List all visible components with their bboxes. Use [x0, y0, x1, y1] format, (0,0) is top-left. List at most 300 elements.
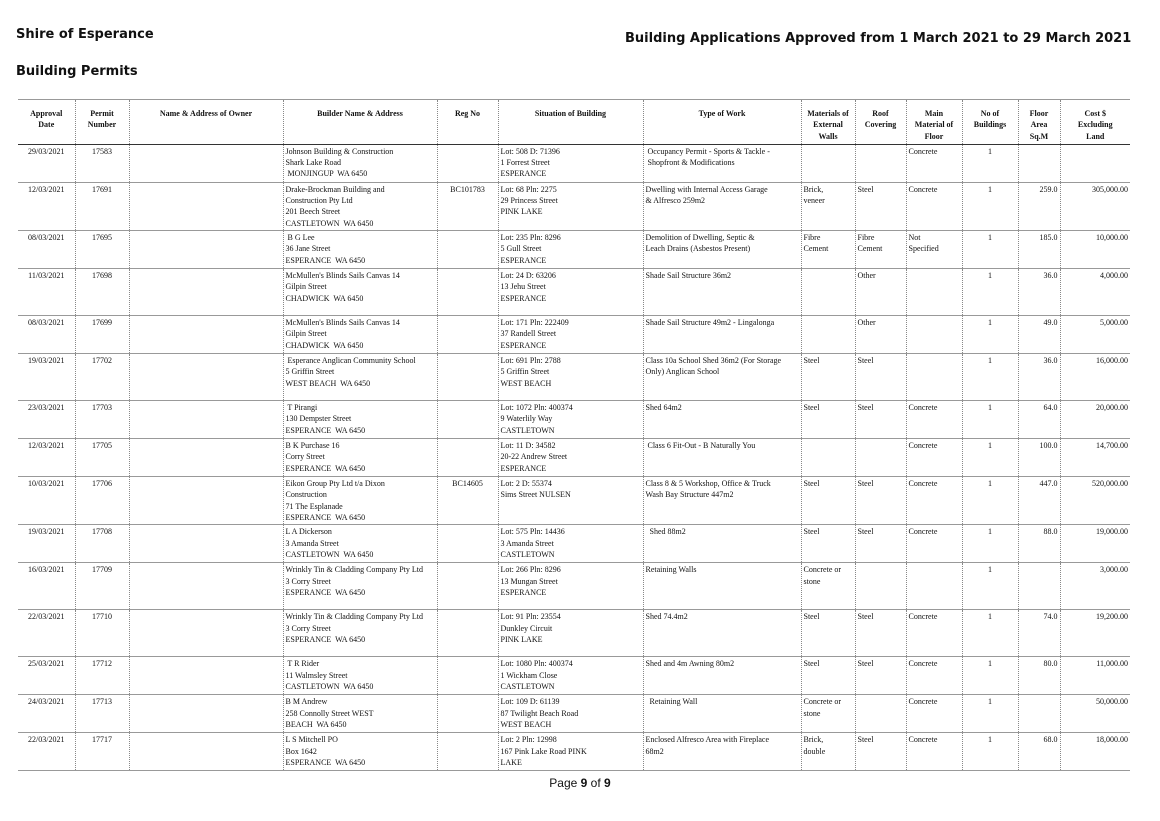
cell-type-of-work	[643, 439, 801, 477]
cell-reg-no	[437, 563, 498, 610]
cell-floor-material	[906, 610, 962, 657]
cell-builder-line: L S Mitchell PO	[285, 735, 338, 745]
cell-materials	[801, 657, 855, 695]
cell-reg-no	[437, 657, 498, 695]
cell-builder	[283, 525, 437, 563]
column-header-line: Floor	[1029, 109, 1049, 118]
cell-materials	[801, 401, 855, 439]
table-row	[18, 610, 1130, 657]
column-header-line: Builder Name & Address	[317, 109, 403, 118]
cell-situation-line: Lot: 11 D: 34582	[500, 441, 556, 451]
cell-materials-line: Steel	[803, 479, 820, 489]
cell-roof-line: Steel	[857, 479, 874, 489]
cell-builder	[283, 439, 437, 477]
column-header-line: External	[813, 120, 843, 130]
cell-builder-line: T Pirangi	[285, 403, 318, 413]
cell-reg-no: BC101783	[437, 182, 498, 230]
cell-floor-material	[906, 269, 962, 316]
cell-reg-no	[437, 316, 498, 354]
cell-owner	[129, 610, 283, 657]
cell-builder-line: Johnson Building & Construction	[285, 146, 394, 156]
cell-builder-line: WEST BEACH WA 6450	[285, 378, 371, 388]
cell-situation	[498, 525, 643, 563]
cell-roof	[855, 563, 906, 610]
cell-cost: 3,000.00	[1060, 563, 1130, 610]
cell-situation-line: Lot: 266 Pln: 8296	[500, 565, 561, 575]
col-cost	[1060, 100, 1130, 145]
cell-floor-material	[906, 354, 962, 401]
cell-situation-line: 167 Pink Lake Road PINK	[500, 746, 587, 756]
cell-type-of-work-line: & Alfresco 259m2	[645, 196, 706, 206]
cell-floor-area: 80.0	[1018, 657, 1060, 695]
column-header-line: Type of Work	[698, 109, 746, 118]
section-title: Building Permits	[16, 64, 138, 79]
table-row	[18, 733, 1130, 771]
cell-cost: 14,700.00	[1060, 439, 1130, 477]
cell-buildings: 1	[962, 610, 1018, 657]
cell-cost: 18,000.00	[1060, 733, 1130, 771]
cell-roof	[855, 439, 906, 477]
cell-roof	[855, 354, 906, 401]
cell-roof-line: Steel	[857, 184, 874, 194]
column-header-line: Land	[1086, 131, 1105, 141]
table-row	[18, 231, 1130, 269]
cell-floor-material-line: Concrete	[908, 184, 938, 194]
cell-floor-material-line: Concrete	[908, 441, 938, 451]
column-header-line: Buildings	[973, 120, 1007, 130]
cell-materials-line: Concrete or	[803, 697, 842, 707]
table-header-row	[18, 100, 1130, 145]
column-header-line: Area	[1030, 120, 1048, 130]
cell-buildings: 1	[962, 269, 1018, 316]
cell-permit-number: 17695	[75, 231, 129, 269]
cell-materials-line: Steel	[803, 659, 820, 669]
cell-floor-material	[906, 401, 962, 439]
cell-floor-area	[1018, 695, 1060, 733]
table-row	[18, 525, 1130, 563]
cell-approval-date: 22/03/2021	[18, 733, 75, 771]
cell-materials	[801, 563, 855, 610]
cell-floor-area	[1018, 563, 1060, 610]
cell-situation	[498, 182, 643, 230]
cell-materials-line: Brick,	[803, 184, 824, 194]
cell-builder-line: MONJINGUP WA 6450	[285, 169, 368, 179]
column-header-line: Permit	[90, 109, 114, 118]
cell-floor-material-line: Concrete	[908, 527, 938, 537]
cell-builder-line: 130 Dempster Street	[285, 414, 352, 424]
cell-approval-date: 12/03/2021	[18, 439, 75, 477]
cell-situation-line: Lot: 691 Pln: 2788	[500, 356, 561, 366]
cell-situation-line: Lot: 2 D: 55374	[500, 479, 552, 489]
cell-builder-line: 5 Griffin Street	[285, 367, 335, 377]
cell-approval-date: 22/03/2021	[18, 610, 75, 657]
cell-buildings: 1	[962, 733, 1018, 771]
cell-situation-line: 1 Wickham Close	[500, 670, 558, 680]
cell-reg-no	[437, 695, 498, 733]
cell-buildings: 1	[962, 316, 1018, 354]
cell-materials-line: Concrete or	[803, 565, 842, 575]
cell-reg-no	[437, 144, 498, 182]
cell-permit-number: 17708	[75, 525, 129, 563]
cell-materials-line: stone	[803, 708, 821, 718]
cell-builder-line: B M Andrew	[285, 697, 328, 707]
cell-roof-line: Fibre	[857, 233, 875, 243]
cell-situation-line: PINK LAKE	[500, 634, 543, 644]
cell-roof-line: Other	[857, 271, 876, 281]
cell-approval-date: 25/03/2021	[18, 657, 75, 695]
cell-situation	[498, 695, 643, 733]
cell-situation-line: 37 Randell Street	[500, 329, 557, 339]
cell-type-of-work	[643, 695, 801, 733]
report-title: Building Applications Approved from 1 March 2021 to 29 March 2021	[625, 31, 1132, 46]
cell-situation-line: ESPERANCE	[500, 340, 547, 350]
cell-type-of-work-line: Retaining Walls	[645, 565, 697, 575]
cell-owner	[129, 231, 283, 269]
cell-situation-line: Lot: 1080 Pln: 400374	[500, 659, 573, 669]
cell-builder-line: McMullen's Blinds Sails Canvas 14	[285, 318, 400, 328]
cell-buildings: 1	[962, 563, 1018, 610]
cell-type-of-work-line: Only) Anglican School	[645, 367, 720, 377]
cell-builder-line: 3 Amanda Street	[285, 538, 339, 548]
cell-permit-number: 17706	[75, 477, 129, 525]
cell-cost: 10,000.00	[1060, 231, 1130, 269]
cell-roof	[855, 695, 906, 733]
cell-roof-line: Steel	[857, 356, 874, 366]
cell-materials	[801, 610, 855, 657]
cell-owner	[129, 401, 283, 439]
cell-situation	[498, 610, 643, 657]
cell-owner	[129, 695, 283, 733]
cell-type-of-work	[643, 269, 801, 316]
cell-builder-line: 3 Corry Street	[285, 576, 331, 586]
cell-permit-number: 17702	[75, 354, 129, 401]
cell-reg-no	[437, 439, 498, 477]
cell-type-of-work-line: Wash Bay Structure 447m2	[645, 490, 734, 500]
cell-materials	[801, 695, 855, 733]
cell-builder-line: ESPERANCE WA 6450	[285, 587, 366, 597]
cell-owner	[129, 439, 283, 477]
table-row	[18, 269, 1130, 316]
cell-materials	[801, 477, 855, 525]
col-buildings	[962, 100, 1018, 145]
cell-reg-no	[437, 610, 498, 657]
cell-roof	[855, 525, 906, 563]
cell-buildings: 1	[962, 354, 1018, 401]
col-approval-date	[18, 100, 75, 145]
cell-materials	[801, 182, 855, 230]
cell-situation-line: 13 Jehu Street	[500, 282, 546, 292]
cell-permit-number: 17713	[75, 695, 129, 733]
cell-type-of-work	[643, 477, 801, 525]
cell-cost: 520,000.00	[1060, 477, 1130, 525]
cell-permit-number: 17583	[75, 144, 129, 182]
cell-builder-line: CHADWICK WA 6450	[285, 293, 364, 303]
cell-approval-date: 29/03/2021	[18, 144, 75, 182]
cell-situation-line: Sims Street NULSEN	[500, 490, 571, 500]
cell-situation-line: ESPERANCE	[500, 463, 547, 473]
cell-roof	[855, 477, 906, 525]
cell-materials-line: veneer	[803, 196, 825, 206]
cell-builder-line: CASTLETOWN WA 6450	[285, 549, 374, 559]
cell-situation-line: ESPERANCE	[500, 169, 547, 179]
cell-type-of-work-line: Shed 74.4m2	[645, 612, 688, 622]
cell-reg-no	[437, 354, 498, 401]
cell-builder-line: 258 Connolly Street WEST	[285, 708, 374, 718]
cell-approval-date: 19/03/2021	[18, 525, 75, 563]
cell-type-of-work	[643, 563, 801, 610]
column-header-line: Covering	[864, 120, 897, 130]
column-header-line: Name & Address of Owner	[159, 109, 253, 118]
column-header-line: Sq.M	[1029, 131, 1049, 141]
cell-builder	[283, 563, 437, 610]
cell-situation-line: 20-22 Andrew Street	[500, 452, 568, 462]
cell-owner	[129, 182, 283, 230]
cell-type-of-work-line: Shed and 4m Awning 80m2	[645, 659, 735, 669]
cell-builder-line: L A Dickerson	[285, 527, 332, 537]
cell-situation	[498, 733, 643, 771]
col-type-of-work	[643, 100, 801, 145]
cell-type-of-work	[643, 657, 801, 695]
cell-situation	[498, 401, 643, 439]
cell-type-of-work-line: Class 8 & 5 Workshop, Office & Truck	[645, 479, 771, 489]
cell-materials-line: Brick,	[803, 735, 824, 745]
page-footer	[0, 776, 1160, 790]
cell-builder-line: 3 Corry Street	[285, 623, 331, 633]
cell-type-of-work	[643, 525, 801, 563]
cell-materials-line: double	[803, 746, 826, 756]
cell-situation	[498, 563, 643, 610]
cell-approval-date: 08/03/2021	[18, 316, 75, 354]
table-row	[18, 695, 1130, 733]
cell-reg-no	[437, 733, 498, 771]
cell-type-of-work-line: Dwelling with Internal Access Garage	[645, 184, 768, 194]
cell-floor-material-line: Not	[908, 233, 921, 243]
cell-approval-date: 12/03/2021	[18, 182, 75, 230]
cell-permit-number: 17699	[75, 316, 129, 354]
cell-cost	[1060, 144, 1130, 182]
cell-reg-no	[437, 401, 498, 439]
cell-reg-no	[437, 231, 498, 269]
cell-roof	[855, 182, 906, 230]
cell-roof-line: Cement	[857, 244, 883, 254]
column-header-line: Reg No	[454, 109, 481, 118]
cell-buildings: 1	[962, 439, 1018, 477]
cell-situation-line: Lot: 575 Pln: 14436	[500, 527, 565, 537]
cell-permit-number: 17698	[75, 269, 129, 316]
cell-type-of-work	[643, 610, 801, 657]
cell-cost: 20,000.00	[1060, 401, 1130, 439]
cell-roof-line: Steel	[857, 735, 874, 745]
column-header-line: Situation of Building	[534, 109, 607, 118]
cell-floor-area: 100.0	[1018, 439, 1060, 477]
cell-floor-area: 185.0	[1018, 231, 1060, 269]
cell-builder-line: 71 The Esplanade	[285, 501, 343, 511]
cell-roof-line: Steel	[857, 612, 874, 622]
cell-builder-line: Gilpin Street	[285, 329, 327, 339]
table-row	[18, 477, 1130, 525]
cell-cost: 16,000.00	[1060, 354, 1130, 401]
cell-materials	[801, 231, 855, 269]
column-header-line: Materials of	[807, 109, 849, 118]
cell-situation	[498, 439, 643, 477]
cell-builder	[283, 610, 437, 657]
cell-floor-material	[906, 695, 962, 733]
cell-situation	[498, 354, 643, 401]
cell-owner	[129, 563, 283, 610]
cell-situation-line: 9 Waterlily Way	[500, 414, 553, 424]
cell-floor-material	[906, 477, 962, 525]
cell-permit-number: 17717	[75, 733, 129, 771]
cell-type-of-work-line: Occupancy Permit - Sports & Tackle -	[645, 146, 770, 156]
col-reg-no	[437, 100, 498, 145]
cell-situation	[498, 657, 643, 695]
col-materials	[801, 100, 855, 145]
cell-floor-material	[906, 439, 962, 477]
cell-floor-material	[906, 231, 962, 269]
cell-floor-material	[906, 316, 962, 354]
cell-buildings: 1	[962, 401, 1018, 439]
cell-type-of-work-line: Shade Sail Structure 49m2 - Lingalonga	[645, 318, 775, 328]
of-label: of	[590, 776, 601, 790]
cell-owner	[129, 657, 283, 695]
cell-situation-line: Lot: 2 Pln: 12998	[500, 735, 557, 745]
cell-floor-area: 68.0	[1018, 733, 1060, 771]
cell-builder	[283, 695, 437, 733]
cell-floor-material-line: Concrete	[908, 612, 938, 622]
cell-approval-date: 11/03/2021	[18, 269, 75, 316]
cell-type-of-work-line: 68m2	[645, 746, 664, 756]
cell-roof-line: Steel	[857, 527, 874, 537]
cell-type-of-work-line: Class 10a School Shed 36m2 (For Storage	[645, 356, 782, 366]
cell-approval-date: 10/03/2021	[18, 477, 75, 525]
cell-situation-line: ESPERANCE	[500, 255, 547, 265]
shire-name: Shire of Esperance	[16, 27, 154, 42]
cell-roof	[855, 610, 906, 657]
cell-permit-number: 17705	[75, 439, 129, 477]
cell-floor-material	[906, 144, 962, 182]
cell-buildings: 1	[962, 477, 1018, 525]
cell-situation-line: WEST BEACH	[500, 378, 552, 388]
cell-builder-line: CASTLETOWN WA 6450	[285, 218, 374, 228]
cell-builder-line: CHADWICK WA 6450	[285, 340, 364, 350]
cell-builder	[283, 269, 437, 316]
cell-cost: 50,000.00	[1060, 695, 1130, 733]
column-header-line: Cost $	[1084, 109, 1107, 118]
column-header-line: Roof	[872, 109, 889, 118]
cell-approval-date: 24/03/2021	[18, 695, 75, 733]
cell-roof	[855, 401, 906, 439]
cell-builder-line: BEACH WA 6450	[285, 719, 347, 729]
column-header-line: Floor	[924, 131, 944, 141]
cell-type-of-work	[643, 231, 801, 269]
cell-owner	[129, 525, 283, 563]
cell-buildings: 1	[962, 525, 1018, 563]
cell-floor-material	[906, 733, 962, 771]
cell-situation-line: ESPERANCE	[500, 293, 547, 303]
cell-buildings: 1	[962, 182, 1018, 230]
cell-builder-line: B K Purchase 16	[285, 441, 340, 451]
cell-cost: 4,000.00	[1060, 269, 1130, 316]
cell-situation-line: Lot: 235 Pln: 8296	[500, 233, 561, 243]
cell-type-of-work-line: Enclosed Alfresco Area with Fireplace	[645, 735, 770, 745]
cell-situation	[498, 231, 643, 269]
cell-materials-line: Cement	[803, 244, 829, 254]
cell-floor-material-line: Concrete	[908, 403, 938, 413]
cell-floor-area: 74.0	[1018, 610, 1060, 657]
cell-builder	[283, 657, 437, 695]
column-header-line: Number	[87, 120, 117, 130]
cell-type-of-work-line: Class 6 Fit-Out - B Naturally You	[645, 441, 756, 451]
cell-roof	[855, 269, 906, 316]
cell-situation-line: PINK LAKE	[500, 207, 543, 217]
cell-situation-line: Dunkley Circuit	[500, 623, 553, 633]
cell-situation-line: LAKE	[500, 757, 522, 767]
cell-builder	[283, 401, 437, 439]
cell-situation	[498, 477, 643, 525]
col-owner	[129, 100, 283, 145]
cell-materials-line: Steel	[803, 356, 820, 366]
cell-approval-date: 23/03/2021	[18, 401, 75, 439]
cell-owner	[129, 477, 283, 525]
cell-cost: 11,000.00	[1060, 657, 1130, 695]
cell-situation-line: CASTLETOWN	[500, 425, 555, 435]
cell-floor-material-line: Specified	[908, 244, 939, 254]
cell-builder-line: Esperance Anglican Community School	[285, 356, 416, 366]
cell-builder-line: ESPERANCE WA 6450	[285, 463, 366, 473]
col-roof	[855, 100, 906, 145]
column-header-line: Excluding	[1077, 120, 1113, 130]
col-floor-material	[906, 100, 962, 145]
page-total: 9	[604, 776, 611, 790]
cell-roof	[855, 144, 906, 182]
cell-builder-line: Gilpin Street	[285, 282, 327, 292]
table-row	[18, 144, 1130, 182]
cell-floor-material-line: Concrete	[908, 146, 938, 156]
cell-roof-line: Steel	[857, 659, 874, 669]
cell-situation-line: 5 Gull Street	[500, 244, 542, 254]
cell-situation-line: ESPERANCE	[500, 587, 547, 597]
cell-type-of-work	[643, 182, 801, 230]
col-situation	[498, 100, 643, 145]
cell-materials	[801, 525, 855, 563]
cell-permit-number: 17709	[75, 563, 129, 610]
cell-builder	[283, 144, 437, 182]
cell-floor-area: 64.0	[1018, 401, 1060, 439]
cell-permit-number: 17691	[75, 182, 129, 230]
cell-builder-line: Box 1642	[285, 746, 317, 756]
cell-approval-date: 08/03/2021	[18, 231, 75, 269]
table-row	[18, 439, 1130, 477]
cell-situation	[498, 269, 643, 316]
cell-reg-no	[437, 269, 498, 316]
cell-reg-no: BC14605	[437, 477, 498, 525]
cell-type-of-work	[643, 733, 801, 771]
cell-type-of-work-line: Leach Drains (Asbestos Present)	[645, 244, 751, 254]
cell-builder-line: CASTLETOWN WA 6450	[285, 681, 374, 691]
cell-reg-no	[437, 525, 498, 563]
cell-roof	[855, 231, 906, 269]
cell-situation	[498, 316, 643, 354]
cell-floor-area	[1018, 144, 1060, 182]
table-row	[18, 354, 1130, 401]
cell-type-of-work-line: Demolition of Dwelling, Septic &	[645, 233, 755, 243]
cell-situation-line: CASTLETOWN	[500, 681, 555, 691]
cell-situation-line: Lot: 109 D: 61139	[500, 697, 560, 707]
cell-builder-line: B G Lee	[285, 233, 315, 243]
cell-materials-line: Steel	[803, 403, 820, 413]
cell-floor-area: 49.0	[1018, 316, 1060, 354]
cell-builder-line: ESPERANCE WA 6450	[285, 425, 366, 435]
